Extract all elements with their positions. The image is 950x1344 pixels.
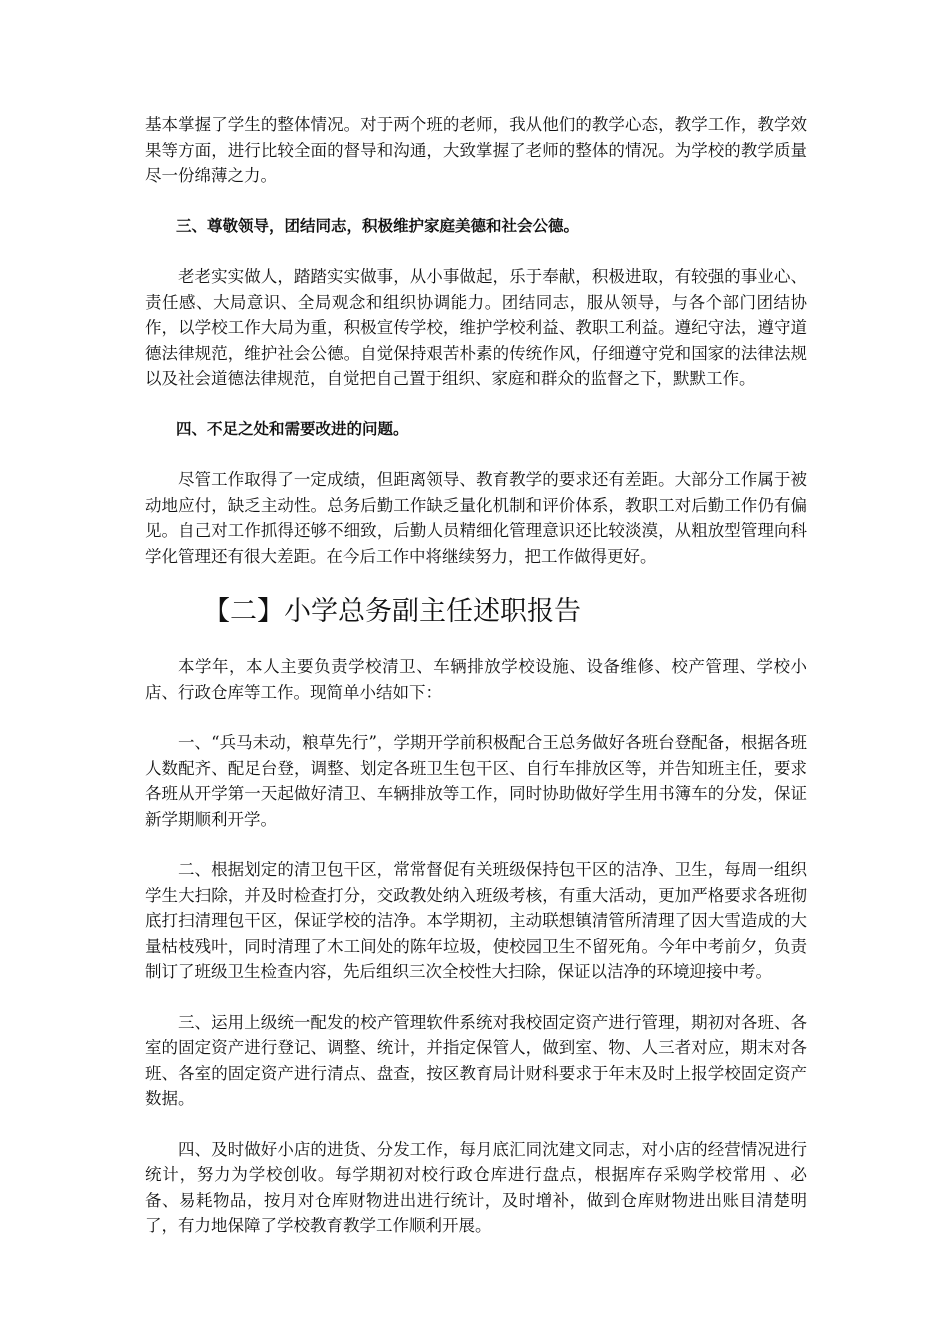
intro-continuation-paragraph: 基本掌握了学生的整体情况。对于两个班的老师，我从他们的教学心态，教学工作，教学效果等方面，进行比较全面的督导和沟通，大致掌握了老师的整体的情况。为学校的教学质量尽一份绵薄之力。 [145,115,807,185]
document-page [145,112,807,1264]
report-item-1-paragraph: 一、“兵马未动，粮草先行”，学期开学前积极配合王总务做好各班台登配备，根据各班人数配齐、配足台登，调整、划定各班卫生包干区、自行车排放区等，并告知班主任，要求各班从开学第一天起做好清卫、车辆排放等工作，同时协助做好学生用书簿车的分发，保证新学期顺利开学。 [145,733,807,829]
report-item-2-paragraph: 二、根据划定的清卫包干区，常常督促有关班级保持包干区的洁净、卫生，每周一组织学生大扫除，并及时检查打分，交政教处纳入班级考核，有重大活动，更加严格要求各班彻底打扫清理包干区，保证学校的洁净。本学期初，主动联想镇清管所清理了因大雪造成的大量枯枝残叶，同时清理了木工间处的陈年垃圾，使校园卫生不留死角。今年中考前夕，负责制订了班级卫生检查内容，先后组织三次全校性大扫除，保证以洁净的环境迎接中考。 [145,860,807,981]
section-3-paragraph: 老老实实做人，踏踏实实做事，从小事做起，乐于奉献，积极进取，有较强的事业心、责任感、大局意识、全局观念和组织协调能力。团结同志，服从领导，与各个部门团结协作，以学校工作大局为重，积极宣传学校，维护学校利益、教职工利益。遵纪守法，遵守道德法律规范，维护社会公德。自觉保持艰苦朴素的传统作风，仔细遵守党和国家的法律法规以及社会道德法律规范，自觉把自己置于组织、家庭和群众的监督之下，默默工作。 [145,267,807,388]
report-intro-paragraph: 本学年，本人主要负责学校清卫、车辆排放学校设施、设备维修、校产管理、学校小店、行政仓库等工作。现简单小结如下： [145,657,807,702]
report-item-4-paragraph: 四、及时做好小店的进货、分发工作，每月底汇同沈建文同志，对小店的经营情况进行统计，努力为学校创收。每学期初对校行政仓库进行盘点，根据库存采购学校常用 、必备、易耗物品，按月对仓库财物进出进行统计，及时增补，做到仓库财物进出账目清楚明了，有力地保障了学校教育教学工作顺利开展。 [145,1139,807,1235]
report-item-3-paragraph: 三、运用上级统一配发的校产管理软件系统对我校固定资产进行管理，期初对各班、各室的固定资产进行登记、调整、统计，并指定保管人，做到室、物、人三者对应，期末对各班、各室的固定资产进行清点、盘查，按区教育局计财科要求于年末及时上报学校固定资产数据。 [145,1012,807,1108]
section-4-paragraph: 尽管工作取得了一定成绩，但距离领导、教育教学的要求还有差距。大部分工作属于被动地应付，缺乏主动性。总务后勤工作缺乏量化机制和评价体系，教职工对后勤工作仍有偏见。自己对工作抓得还够不细致，后勤人员精细化管理意识还比较淡漠，从粗放型管理向科学化管理还有很大差距。在今后工作中将继续努力，把工作做得更好。 [145,470,807,566]
report-title: 【二】小学总务副主任述职报告 [203,596,581,627]
section-heading-4: 四、不足之处和需要改进的问题。 [176,419,409,438]
section-heading-3: 三、尊敬领导，团结同志，积极维护家庭美德和社会公德。 [176,216,580,235]
